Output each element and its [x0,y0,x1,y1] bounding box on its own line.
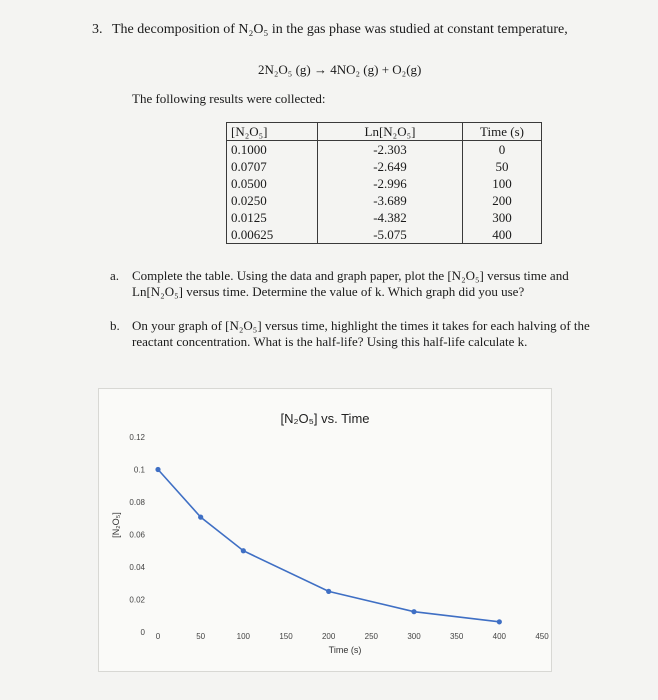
question-text: The decomposition of N₂O₅ in the gas phase was studied at constant temperature, [112,22,568,37]
table-row [227,141,542,159]
y-tick-label: 0.04 [129,563,145,572]
chart-title: [N₂O₅] vs. Time [280,411,370,426]
table-row [227,192,542,209]
data-point [497,619,502,624]
cell-time: 100 [463,175,542,192]
concentration-vs-time-chart [99,389,551,671]
table-row [227,226,542,244]
x-tick-label: 150 [279,632,293,641]
part-b-label: b. [110,318,120,333]
cell-ln-concentration: -2.649 [318,158,463,175]
header-ln-concentration: Ln[N₂O₅] [318,123,463,141]
part-b-text: On your graph of [N₂O₅] versus time, highlight the times it takes for each halving of the reactant concentration. What is the half-life? Using this half-life calculate k. [132,318,590,349]
cell-concentration: 0.0500 [227,175,318,192]
cell-concentration: 0.0707 [227,158,318,175]
cell-concentration: 0.0250 [227,192,318,209]
x-tick-label: 100 [236,632,251,641]
x-tick-label: 350 [449,632,464,641]
data-point [155,467,160,472]
x-tick-label: 50 [196,632,206,641]
cell-time: 200 [463,192,542,209]
cell-ln-concentration: -3.689 [318,192,463,209]
chart-container [98,388,552,672]
results-intro: The following results were collected: [132,91,326,106]
reaction-equation: 2N₂O₅ (g) → 4NO₂ (g) + O₂(g) [258,62,422,77]
cell-ln-concentration: -4.382 [318,209,463,226]
cell-time: 0 [463,141,542,159]
cell-ln-concentration: -5.075 [318,226,463,244]
cell-time: 300 [463,209,542,226]
y-tick-label: 0.1 [133,465,145,475]
results-table [226,122,542,244]
table-row [227,158,542,175]
table-header-row [227,123,542,141]
part-a-text: Complete the table. Using the data and graph paper, plot the [N₂O₅] versus time and Ln[N₂O₅] versus time. Determine the value of k. Which graph did you use? [132,268,569,299]
y-tick-label: 0.12 [129,433,145,442]
x-tick-label: 400 [492,632,507,641]
x-axis-label: Time (s) [328,645,362,655]
cell-concentration: 0.0125 [227,209,318,226]
data-point [241,548,246,553]
cell-time: 50 [463,158,542,175]
y-tick-label: 0.02 [129,595,145,605]
x-tick-label: 450 [535,632,549,641]
y-tick-label: 0.08 [129,498,145,507]
series-line [158,470,499,622]
cell-ln-concentration: -2.996 [318,175,463,192]
x-tick-label: 0 [155,632,161,641]
x-tick-label: 200 [321,632,336,641]
data-point [326,589,331,594]
y-tick-label: 0.06 [129,530,145,540]
cell-ln-concentration: -2.303 [318,141,463,159]
data-point [411,609,416,614]
table-row [227,209,542,226]
cell-time: 400 [463,226,542,244]
part-a-label: a. [110,268,120,283]
x-tick-label: 250 [364,632,379,641]
header-time: Time (s) [463,123,542,141]
y-tick-label: 0 [140,628,145,637]
question-number: 3. [92,22,103,37]
cell-concentration: 0.1000 [227,141,318,159]
table-row [227,175,542,192]
header-concentration: [N₂O₅] [227,123,318,141]
x-tick-label: 300 [407,632,421,641]
cell-concentration: 0.00625 [227,226,318,244]
data-point [198,515,203,520]
y-axis-label: [N₂O₅] [111,512,121,538]
